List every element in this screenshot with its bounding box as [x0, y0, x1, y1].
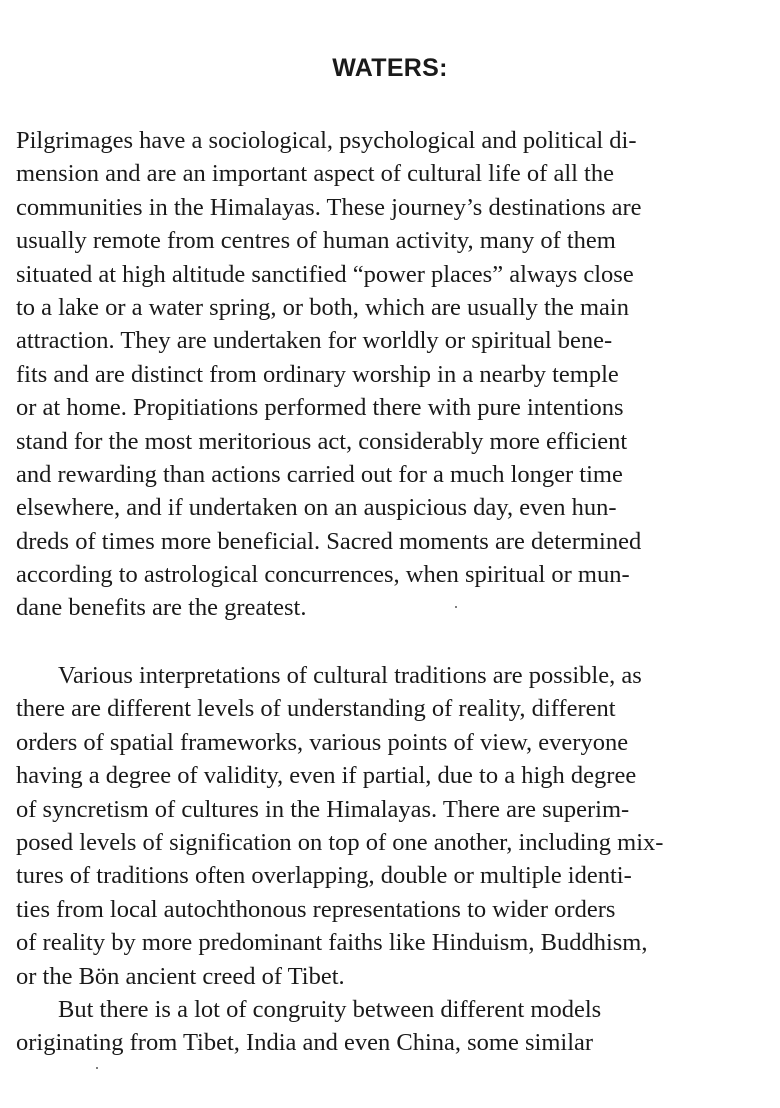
text-line: Various interpretations of cultural traditions are possible, as — [58, 662, 642, 689]
text-line: But there is a lot of congruity between different models — [58, 996, 602, 1023]
text-line: usually remote from centres of human activity, many of them — [16, 227, 616, 255]
section-title: WATERS: — [332, 54, 448, 82]
text-line: to a lake or a water spring, or both, which are usually the main — [16, 293, 629, 321]
text-line: orders of spatial frameworks, various points of view, everyone — [16, 728, 629, 756]
paragraph-2 — [16, 659, 768, 993]
scan-speck — [455, 606, 457, 608]
paragraph-3 — [16, 993, 768, 1060]
text-line: of reality by more predominant faiths like Hinduism, Buddhism, — [16, 929, 648, 957]
text-line: or the Bön ancient creed of Tibet. — [16, 962, 345, 990]
text-line: communities in the Himalayas. These journey’s destinations are — [16, 193, 642, 221]
scan-speck — [96, 1067, 98, 1069]
text-line: according to astrological concurrences, when spiritual or mun- — [16, 561, 630, 589]
text-line: mension and are an important aspect of cultural life of all the — [16, 160, 614, 188]
text-line: stand for the most meritorious act, considerably more efficient — [16, 427, 628, 455]
text-line: tures of traditions often overlapping, double or multiple identi- — [16, 862, 632, 890]
text-line: attraction. They are undertaken for worldly or spiritual bene- — [16, 327, 613, 355]
text-line: Pilgrimages have a sociological, psychological and political di- — [16, 127, 637, 154]
text-line: fits and are distinct from ordinary worship in a nearby temple — [16, 360, 619, 388]
text-line: situated at high altitude sanctified “power places” always close — [16, 260, 634, 288]
text-line: of syncretism of cultures in the Himalayas. There are superim- — [16, 795, 630, 823]
text-line: dane benefits are the greatest. — [16, 594, 307, 622]
paragraph-1 — [16, 124, 768, 625]
text-line: dreds of times more beneficial. Sacred moments are determined — [16, 527, 642, 555]
text-line: originating from Tibet, India and even China, some similar — [16, 1029, 594, 1057]
text-line: and rewarding than actions carried out for a much longer time — [16, 460, 623, 488]
text-line: there are different levels of understanding of reality, different — [16, 695, 616, 723]
text-line: elsewhere, and if undertaken on an auspicious day, even hun- — [16, 494, 617, 522]
text-line: ties from local autochthonous representations to wider orders — [16, 895, 616, 923]
text-line: posed levels of signification on top of one another, including mix- — [16, 828, 664, 856]
text-line: or at home. Propitiations performed there with pure intentions — [16, 394, 624, 422]
text-line: having a degree of validity, even if partial, due to a high degree — [16, 762, 637, 790]
